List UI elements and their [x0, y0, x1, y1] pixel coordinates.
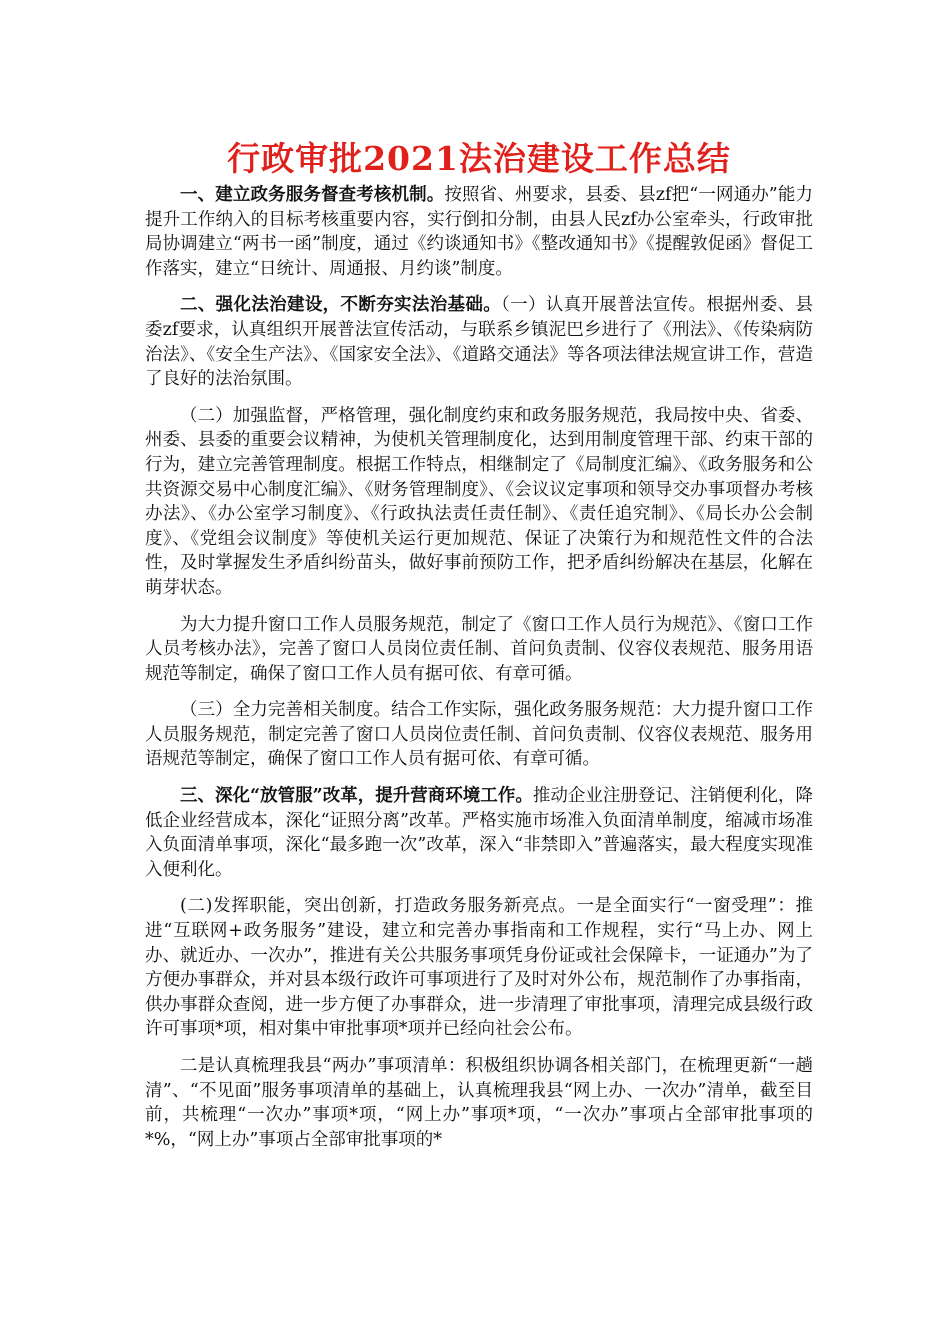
section-heading: 三、深化“放管服”改革，提升营商环境工作。 — [180, 786, 533, 807]
paragraph-text: 为大力提升窗口工作人员服务规范，制定了《窗口工作人员行为规范》、《窗口工作人员考核办法》，完善了窗口人员岗位责任制、首问负责制、仪容仪表规范、服务用语规范等制定，确保了窗口工作人员有据可依、有章可循。 — [145, 614, 813, 684]
paragraph-4 — [145, 613, 813, 687]
paragraph-text: (二)发挥职能，突出创新，打造政务服务新亮点。一是全面实行“一窗受理”：推进“互联网+政务服务”建设，建立和完善办事指南和工作规程，实行“马上办、网上办、就近办、一次办”，推进有关公共服务事项凭身份证或社会保障卡，一证通办”为了方便办事群众，并对县本级行政许可事项进行了及时对外公布，规范制作了办事指南，供办事群众查阅，进一步方便了办事群众，进一步清理了审批事项，清理完成县级行政许可事项*项，相对集中审批事项*项并已经向社会公布。 — [145, 896, 813, 1040]
paragraph-text: 按照省、州要求，县委、县zf把“一网通办”能力提升工作纳入的目标考核重要内容，实行倒扣分制，由县人民zf办公室牵头，行政审批局协调建立“两书一函”制度，通过《约谈通知书》《整改通知书》《提醒敦促函》督促工作落实，建立“日统计、周通报、月约谈”制度。 — [145, 185, 814, 279]
paragraph-2 — [145, 293, 813, 391]
paragraph-3 — [145, 404, 813, 601]
paragraph-text: 推动企业注册登记、注销便利化，降低企业经营成本，深化“证照分离”改革。严格实施市场准入负面清单制度，缩减市场准入负面清单事项，深化“最多跑一次”改革，深入“非禁即入”普遍落实，最大程度实现准入便利化。 — [145, 786, 813, 880]
paragraph-text: （一）认真开展普法宣传。根据州委、县委zf要求，认真组织开展普法宣传活动，与联系乡镇泥巴乡进行了《刑法》、《传染病防治法》、《安全生产法》、《国家安全法》、《道路交通法》等各项法律法规宣讲工作，营造了良好的法治氛围。 — [145, 295, 814, 390]
paragraph-6 — [145, 784, 813, 882]
paragraph-8 — [145, 1054, 813, 1152]
section-heading: 一、建立政务服务督查考核机制。 — [180, 185, 445, 205]
paragraph-text: （三）全力完善相关制度。结合工作实际，强化政务服务规范：大力提升窗口工作人员服务规范，制定完善了窗口人员岗位责任制、首问负责制、仪容仪表规范、服务用语规范等制定，确保了窗口工作人员有据可依、有章可循。 — [145, 700, 813, 770]
document-page — [145, 138, 813, 1164]
document-title: 行政审批2021法治建设工作总结 — [227, 139, 731, 178]
section-heading: 二、强化法治建设，不断夯实法治基础。 — [180, 295, 502, 316]
paragraph-text: 二是认真梳理我县“两办”事项清单：积极组织协调各相关部门，在梳理更新“一趟清”、“不见面”服务事项清单的基础上，认真梳理我县“网上办、一次办”清单，截至目前，共梳理“一次办”事项*项，“网上办”事项*项，“一次办”事项占全部审批事项的*%，“网上办”事项占全部审批事项的* — [145, 1056, 813, 1150]
paragraph-text: （二）加强监督，严格管理，强化制度约束和政务服务规范，我局按中央、省委、州委、县委的重要会议精神，为使机关管理制度化，达到用制度管理干部、约束干部的行为，建立完善管理制度。根据工作特点，相继制定了《局制度汇编》、《政务服务和公共资源交易中心制度汇编》、《财务管理制度》、《会议议定事项和领导交办事项督办考核办法》、《办公室学习制度》、《行政执法责任责任制》、《责任追究制》、《局长办公会制度》、《党组会议制度》等使机关运行更加规范、保证了决策行为和规范性文件的合法性，及时掌握发生矛盾纠纷苗头，做好事前预防工作，把矛盾纠纷解决在基层，化解在萌芽状态。 — [145, 405, 813, 598]
paragraph-1 — [145, 183, 813, 281]
paragraph-5 — [145, 698, 813, 772]
paragraph-7 — [145, 894, 813, 1042]
